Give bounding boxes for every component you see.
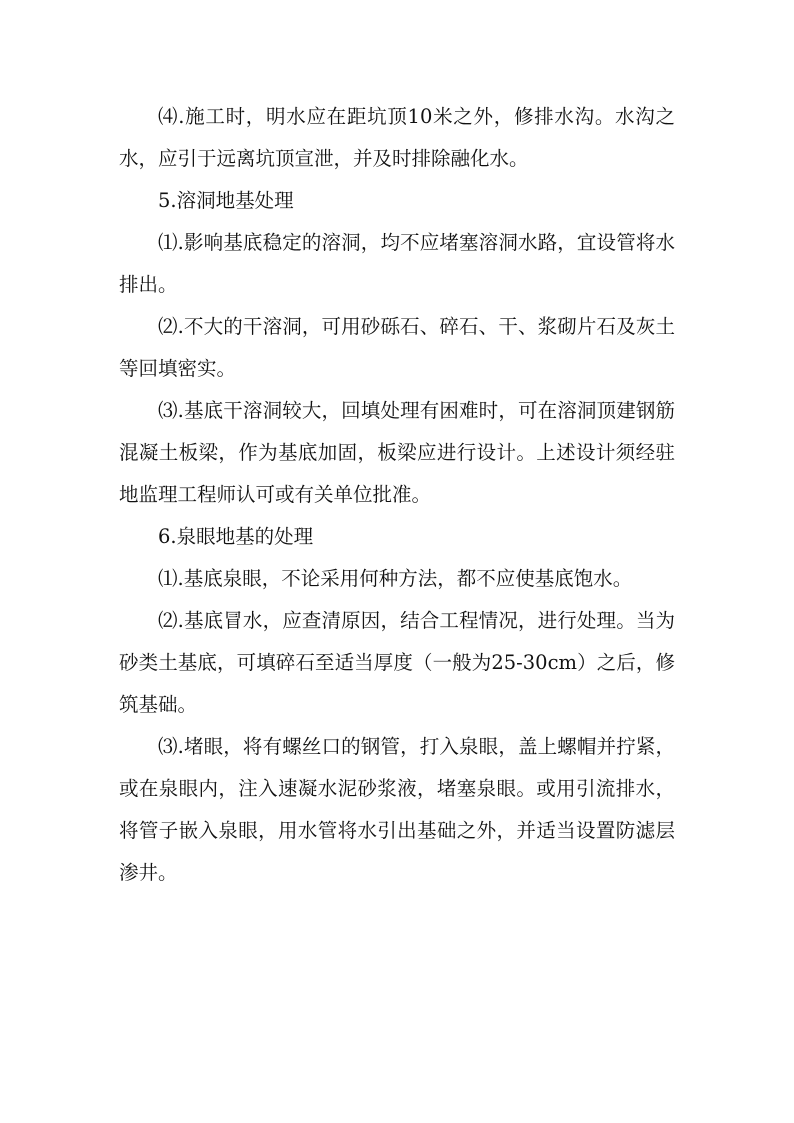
paragraph-karst-item-2: ⑵.不大的干溶洞，可用砂砾石、碎石、干、浆砌片石及灰土等回填密实。 xyxy=(119,315,675,380)
paragraph-spring-item-3: ⑶.堵眼，将有螺丝口的钢管，打入泉眼，盖上螺帽并拧紧，或在泉眼内，注入速凝水泥砂浆液，堵塞泉眼。或用引流排水，将管子嵌入泉眼，用水管将水引出基础之外，并适当设置防滤层渗井。 xyxy=(119,735,675,884)
section-heading-karst-cave: 5.溶洞地基处理 xyxy=(158,189,294,212)
document-body xyxy=(119,96,675,894)
paragraph-spring-item-1: ⑴.基底泉眼，不论采用何种方法，都不应使基底饱水。 xyxy=(158,567,633,590)
section-heading-spring-eye: 6.泉眼地基的处理 xyxy=(158,525,314,548)
paragraph-drainage-ditch: ⑷.施工时，明水应在距坑顶10米之外，修排水沟。水沟之水，应引于远离坑顶宣泄，并及时排除融化水。 xyxy=(119,105,675,170)
paragraph-karst-item-3: ⑶.基底干溶洞较大，回填处理有困难时，可在溶洞顶建钢筋混凝土板梁，作为基底加固，板梁应进行设计。上述设计须经驻地监理工程师认可或有关单位批准。 xyxy=(119,399,675,506)
paragraph-spring-item-2: ⑵.基底冒水，应查清原因，结合工程情况，进行处理。当为砂类土基底，可填碎石至适当厚度（一般为25-30cm）之后，修筑基础。 xyxy=(119,609,675,716)
paragraph-karst-item-1: ⑴.影响基底稳定的溶洞，均不应堵塞溶洞水路，宜设管将水排出。 xyxy=(119,231,675,296)
